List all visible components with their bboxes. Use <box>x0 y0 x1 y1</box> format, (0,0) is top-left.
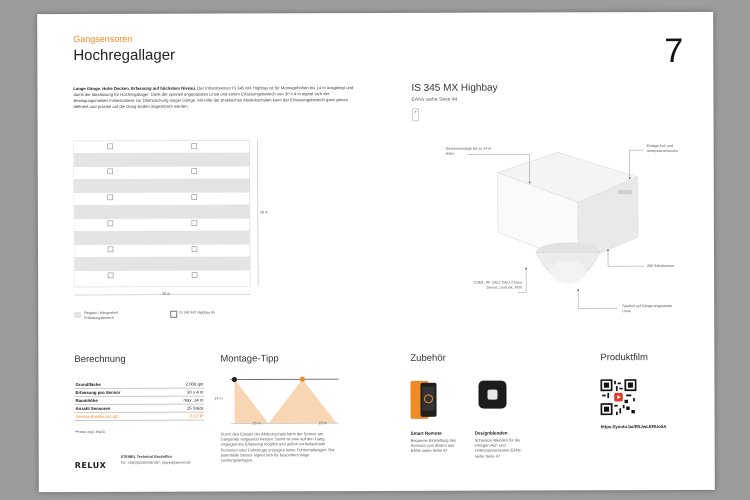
calc-label: Raumhöhe <box>75 396 163 404</box>
accessory-text-smart-remote: Bequeme Einstellung des Sensors vom Boden aus EANs siehe Seite 47 <box>410 437 457 454</box>
tip-axis-x1: 15 m <box>252 421 261 426</box>
footer-company: STEINEL Technical Backoffice <box>120 454 173 459</box>
intro-text <box>73 85 353 110</box>
intro-lead: Lange Gänge. Hohe Decken. Erfassung auf höchstem Niveau. <box>73 85 197 92</box>
callout-ceiling: Deckenmontage bis zu 14 m Höhe <box>445 146 492 156</box>
tip-diagram <box>222 375 342 427</box>
plan-width-label: 30 m <box>162 291 171 296</box>
product-name: IS 345 MX Highbay <box>411 82 498 94</box>
intro-body: Der Infrarotsensor IS 345 MX Highbay ist für Montagehöhen bis 14 m ausgelegt und damit die Ideallösung für Hochregallager. Dank der speziell angepassten Linse und einem Erfassungsbereich von 30 x 4 m eignet sich der Bewegungsmelder insbesondere zur Überwachung langer Gänge. Mit Hilfe der praktischen Abdeckschalen kann der Erfassungsbereich ganz genau definiert und präzise auf die Gang-Enden abgestimmt werden. <box>73 85 354 110</box>
section-calc-title: Berechnung <box>74 353 126 366</box>
callout-zones: 280 Schaltzonen <box>647 263 674 269</box>
floor-plan-graphic <box>74 138 295 309</box>
calc-value: 2.000 qm <box>163 381 205 389</box>
footer-logo <box>74 455 115 471</box>
accessory-title-smart-remote: Smart Remote <box>410 430 442 436</box>
page-number: 7 <box>664 31 684 70</box>
callout-versions: Einlage Auf- und Unterputzversionen <box>646 143 678 154</box>
legend-sensor-symbol <box>170 311 177 318</box>
calc-row-highlight <box>75 412 205 420</box>
plan-legend <box>74 310 314 325</box>
calc-note: *Preise zzgl. MwSt. <box>74 429 106 435</box>
plan-height-label: 30 m <box>259 210 268 215</box>
legend-sensor-text: IS 345 MX Highbay IR <box>179 310 215 315</box>
callout-lens: Speziell auf Gänge angepasste Linse <box>622 303 673 314</box>
qr-code-icon[interactable] <box>600 379 636 415</box>
floor-plan <box>74 138 275 299</box>
calc-label: Anzahl Sensoren <box>75 404 163 412</box>
legend-area-text: Regaler / Hängeshelt Erfassungsbereich <box>84 310 118 321</box>
calc-value: 0,57 €* <box>163 412 205 420</box>
legend-swatch-area <box>74 312 81 318</box>
smart-remote-image <box>408 377 448 425</box>
section-tip-title: Montage-Tipp <box>220 353 279 365</box>
category-label: Gangsensoren <box>73 33 133 45</box>
page-title: Hochregallager <box>73 46 176 65</box>
calc-label: Sensor-Kosten pro qm <box>75 412 163 420</box>
calc-table <box>74 381 204 421</box>
tip-text: Durch den Einsatz der Abdeckschale kann der Sensor am Gangende eingesetzt werden. Somit ist eine auf den Gang eingegrenzte Erfassung möglich und außen vorbeilaufende Personen oder Fahrzeuge erzeugen keine Fehlschaltungen. Der potentielle Sensor eignet sich für besonders lange Leistungsanlagen. <box>220 431 335 463</box>
relux-logo: RELUX <box>74 460 107 471</box>
product-ean: EANs siehe Seite 44 <box>411 96 458 103</box>
accessory-text-design-cover: Schwarze Blenden für die einzigen Auf- und Unterputzversionen EANs siehe Seite 47 <box>474 437 521 459</box>
calc-value: max. 14 m <box>163 396 205 404</box>
tip-axis-y: 14 m <box>214 396 223 401</box>
callout-interfaces: COM1, PF, DALI, DALI-2 Input Device, LiveLink, KNX <box>473 280 523 290</box>
section-accessories-title: Zubehör <box>410 352 446 364</box>
calc-value: 30 x 4 m <box>163 388 205 396</box>
remote-icon <box>411 108 419 122</box>
calc-label: Grundfläche <box>74 381 162 389</box>
accessory-title-design-cover: Designblenden <box>474 430 508 436</box>
tip-axis-x2: 15 m <box>318 421 327 426</box>
design-cover-image <box>476 379 510 413</box>
footer-contact: Tel. +49(0)5245/448-307, objekt@steinel.de <box>120 460 191 465</box>
catalog-page <box>37 12 715 492</box>
calc-label: Erfassung pro Sensor <box>74 388 162 396</box>
section-film-title: Produktfilm <box>600 352 648 364</box>
calc-value: 15 Stück <box>163 404 205 412</box>
film-url-link[interactable]: https://youtu.be/R5JwLERUo5A <box>600 423 667 430</box>
